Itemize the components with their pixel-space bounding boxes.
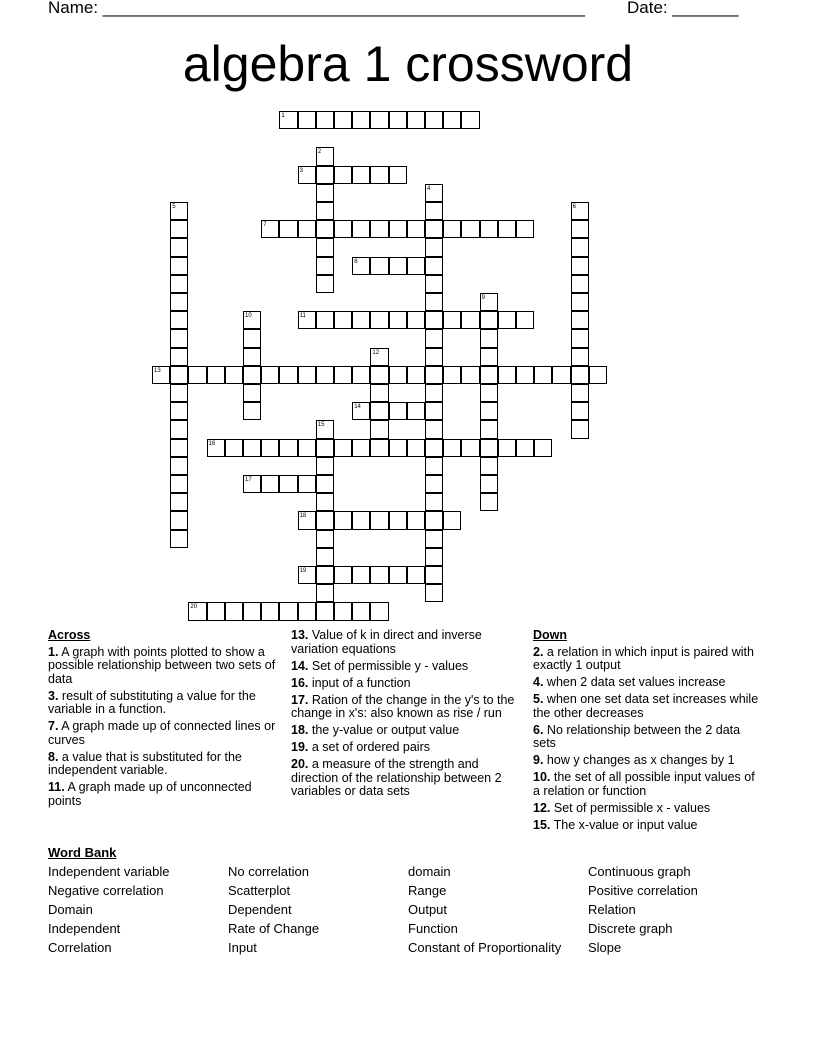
across-clues-col1 bbox=[48, 629, 276, 812]
grid-cell[interactable] bbox=[316, 238, 334, 256]
grid-cell[interactable] bbox=[170, 511, 188, 529]
grid-cell[interactable] bbox=[370, 220, 388, 238]
grid-cell[interactable] bbox=[334, 439, 352, 457]
grid-cell[interactable] bbox=[316, 111, 334, 129]
grid-cell[interactable] bbox=[352, 220, 370, 238]
grid-cell[interactable] bbox=[170, 366, 188, 384]
clue-number: 8 bbox=[354, 258, 358, 265]
grid-cell[interactable] bbox=[352, 439, 370, 457]
across-clue: 18. the y-value or output value bbox=[291, 723, 460, 737]
grid-cell[interactable] bbox=[571, 348, 589, 366]
clue-number: 3 bbox=[299, 167, 303, 174]
grid-cell[interactable] bbox=[389, 111, 407, 129]
grid-cell[interactable] bbox=[534, 439, 552, 457]
grid-cell[interactable] bbox=[316, 602, 334, 620]
word-bank-item: Dependent bbox=[228, 902, 292, 917]
grid-cell[interactable] bbox=[516, 220, 534, 238]
grid-cell[interactable] bbox=[279, 220, 297, 238]
grid-cell[interactable] bbox=[516, 439, 534, 457]
grid-cell[interactable] bbox=[207, 439, 225, 457]
grid-cell[interactable] bbox=[480, 493, 498, 511]
grid-cell[interactable] bbox=[316, 511, 334, 529]
grid-cell[interactable] bbox=[425, 384, 443, 402]
clue-number: 15 bbox=[317, 422, 325, 429]
across-clue: 16. input of a function bbox=[291, 675, 411, 690]
word-bank-item: Independent variable bbox=[48, 864, 170, 879]
word-bank-item: Relation bbox=[588, 902, 636, 917]
grid-cell[interactable] bbox=[480, 311, 498, 329]
grid-cell[interactable] bbox=[443, 511, 461, 529]
grid-cell[interactable] bbox=[498, 220, 516, 238]
grid-cell[interactable] bbox=[170, 475, 188, 493]
grid-cell[interactable] bbox=[425, 530, 443, 548]
grid-cell[interactable] bbox=[261, 220, 279, 238]
grid-cell[interactable] bbox=[316, 366, 334, 384]
grid-cell[interactable] bbox=[170, 420, 188, 438]
grid-cell[interactable] bbox=[571, 420, 589, 438]
grid-cell[interactable] bbox=[370, 366, 388, 384]
grid-cell[interactable] bbox=[571, 275, 589, 293]
grid-cell[interactable] bbox=[425, 111, 443, 129]
grid-cell[interactable] bbox=[461, 111, 479, 129]
grid-cell[interactable] bbox=[170, 402, 188, 420]
word-bank-item: Positive correlation bbox=[588, 883, 698, 898]
grid-cell[interactable] bbox=[443, 439, 461, 457]
grid-cell[interactable] bbox=[480, 366, 498, 384]
grid-cell[interactable] bbox=[298, 366, 316, 384]
grid-cell[interactable] bbox=[571, 293, 589, 311]
clue-number: 9 bbox=[481, 295, 485, 301]
grid-cell[interactable] bbox=[425, 348, 443, 366]
word-bank-item: domain bbox=[408, 864, 451, 879]
grid-cell[interactable] bbox=[170, 293, 188, 311]
grid-cell[interactable] bbox=[425, 184, 443, 202]
clue-number: 13 bbox=[154, 367, 161, 374]
clue-number: 18 bbox=[299, 513, 307, 520]
grid-cell[interactable] bbox=[516, 366, 534, 384]
grid-cell[interactable] bbox=[298, 475, 316, 493]
grid-cell[interactable] bbox=[480, 329, 498, 347]
across-clue: 20. a measure of the strength and direction of the relationship between 2 variables or data sets bbox=[291, 757, 502, 798]
grid-cell[interactable] bbox=[389, 366, 407, 384]
grid-cell[interactable] bbox=[407, 511, 425, 529]
grid-cell[interactable] bbox=[316, 184, 334, 202]
grid-cell[interactable] bbox=[225, 439, 243, 457]
grid-cell[interactable] bbox=[480, 475, 498, 493]
down-clue: 12. Set of permissible x - values bbox=[533, 800, 711, 815]
grid-cell[interactable] bbox=[279, 602, 297, 620]
grid-cell[interactable] bbox=[480, 439, 498, 457]
grid-cell[interactable] bbox=[316, 220, 334, 238]
down-clue: 4. when 2 data set values increase bbox=[533, 675, 726, 689]
grid-cell[interactable] bbox=[389, 511, 407, 529]
word-bank-item: Scatterplot bbox=[228, 883, 291, 898]
word-bank-item: Rate of Change bbox=[228, 921, 320, 936]
clue-number: 6 bbox=[572, 204, 576, 210]
grid-cell[interactable] bbox=[316, 584, 334, 602]
across-clues-col2 bbox=[291, 629, 523, 802]
grid-cell[interactable] bbox=[425, 329, 443, 347]
page-title: algebra 1 crossword bbox=[182, 36, 634, 92]
grid-cell[interactable] bbox=[352, 366, 370, 384]
across-heading: Across bbox=[48, 628, 91, 642]
clue-number: 1 bbox=[281, 113, 285, 119]
grid-cell[interactable] bbox=[152, 366, 170, 384]
across-clue: 3. result of substituting a value for the variable in a function. bbox=[48, 688, 256, 716]
grid-cell[interactable] bbox=[425, 293, 443, 311]
grid-cell[interactable] bbox=[407, 439, 425, 457]
across-clue: 13. Value of k in direct and inverse variation equations bbox=[291, 628, 482, 656]
grid-cell[interactable] bbox=[170, 439, 188, 457]
grid-cell[interactable] bbox=[334, 511, 352, 529]
grid-cell[interactable] bbox=[170, 257, 188, 275]
across-clue: 1. A graph with points plotted to show a possible relationship between two sets of data bbox=[48, 644, 276, 686]
grid-cell[interactable] bbox=[516, 311, 534, 329]
grid-cell[interactable] bbox=[334, 220, 352, 238]
word-bank-item: Domain bbox=[48, 902, 93, 917]
grid-cell[interactable] bbox=[261, 439, 279, 457]
grid-cell[interactable] bbox=[316, 493, 334, 511]
word-bank-heading: Word Bank bbox=[48, 845, 117, 860]
word-bank-item: Continuous graph bbox=[588, 864, 691, 879]
down-clues bbox=[533, 629, 765, 836]
clue-number: 2 bbox=[317, 149, 322, 156]
grid-cell[interactable] bbox=[425, 275, 443, 293]
grid-cell[interactable] bbox=[370, 311, 388, 329]
across-clue: 11. A graph made up of unconnected points bbox=[48, 780, 252, 808]
grid-cell[interactable] bbox=[370, 384, 388, 402]
grid-cell[interactable] bbox=[316, 457, 334, 475]
word-bank-item: Discrete graph bbox=[588, 921, 673, 936]
grid-cell[interactable] bbox=[443, 366, 461, 384]
grid-cell[interactable] bbox=[243, 366, 261, 384]
grid-cell[interactable] bbox=[389, 220, 407, 238]
grid-cell[interactable] bbox=[407, 366, 425, 384]
grid-cell[interactable] bbox=[389, 566, 407, 584]
grid-cell[interactable] bbox=[425, 493, 443, 511]
down-clue: 9. how y changes as x changes by 1 bbox=[533, 753, 735, 767]
grid-cell[interactable] bbox=[370, 257, 388, 275]
grid-cell[interactable] bbox=[334, 566, 352, 584]
grid-cell[interactable] bbox=[352, 311, 370, 329]
grid-cell[interactable] bbox=[389, 311, 407, 329]
grid-cell[interactable] bbox=[498, 366, 516, 384]
grid-cell[interactable] bbox=[498, 439, 516, 457]
name-field[interactable]: Name: ___________________________________________________ bbox=[48, 0, 585, 17]
down-clue: 2. a relation in which input is paired with exactly 1 output bbox=[533, 644, 754, 672]
word-bank bbox=[48, 845, 768, 956]
grid-cell[interactable] bbox=[170, 384, 188, 402]
grid-cell[interactable] bbox=[480, 457, 498, 475]
grid-cell[interactable] bbox=[425, 402, 443, 420]
grid-cell[interactable] bbox=[170, 457, 188, 475]
down-clue: 6. No relationship between the 2 data sets bbox=[533, 722, 741, 750]
clue-number: 10 bbox=[245, 313, 252, 320]
grid-cell[interactable] bbox=[170, 493, 188, 511]
clue-number: 4 bbox=[427, 185, 431, 192]
grid-cell[interactable] bbox=[571, 311, 589, 329]
grid-cell[interactable] bbox=[334, 366, 352, 384]
across-clue: 7. A graph made up of connected lines or curves bbox=[48, 719, 276, 747]
grid-cell[interactable] bbox=[261, 475, 279, 493]
grid-cell[interactable] bbox=[480, 293, 498, 311]
grid-cell[interactable] bbox=[352, 257, 370, 275]
grid-cell[interactable] bbox=[207, 366, 225, 384]
across-clue: 19. a set of ordered pairs bbox=[291, 740, 430, 754]
grid-cell[interactable] bbox=[534, 366, 552, 384]
grid-cell[interactable] bbox=[316, 311, 334, 329]
date-field[interactable]: Date: _______ bbox=[627, 0, 739, 17]
down-clue: 10. the set of all possible input values of a relation or function bbox=[533, 770, 755, 798]
grid-cell[interactable] bbox=[443, 111, 461, 129]
grid-cell[interactable] bbox=[443, 311, 461, 329]
grid-cell[interactable] bbox=[261, 602, 279, 620]
grid-cell[interactable] bbox=[316, 166, 334, 184]
grid-cell[interactable] bbox=[352, 602, 370, 620]
across-clue: 14. Set of permissible y - values bbox=[291, 658, 469, 673]
grid-cell[interactable] bbox=[425, 439, 443, 457]
grid-cell[interactable] bbox=[352, 402, 370, 420]
grid-cell[interactable] bbox=[370, 602, 388, 620]
grid-cell[interactable] bbox=[425, 584, 443, 602]
across-clue: 8. a value that is substituted for the independent variable. bbox=[48, 749, 242, 777]
grid-cell[interactable] bbox=[352, 511, 370, 529]
grid-cell[interactable] bbox=[389, 439, 407, 457]
grid-cell[interactable] bbox=[170, 329, 188, 347]
grid-cell[interactable] bbox=[298, 111, 316, 129]
grid-cell[interactable] bbox=[298, 439, 316, 457]
grid-cell[interactable] bbox=[316, 420, 334, 438]
grid-cell[interactable] bbox=[370, 402, 388, 420]
grid-cell[interactable] bbox=[552, 366, 570, 384]
grid-cell[interactable] bbox=[243, 384, 261, 402]
grid-cell[interactable] bbox=[225, 602, 243, 620]
grid-cell[interactable] bbox=[225, 366, 243, 384]
grid-cell[interactable] bbox=[407, 311, 425, 329]
clue-number: 17 bbox=[245, 477, 252, 483]
grid-cell[interactable] bbox=[370, 511, 388, 529]
grid-cell[interactable] bbox=[407, 402, 425, 420]
grid-cell[interactable] bbox=[243, 402, 261, 420]
grid-cell[interactable] bbox=[425, 257, 443, 275]
grid-cell[interactable] bbox=[279, 366, 297, 384]
grid-cell[interactable] bbox=[425, 311, 443, 329]
grid-cell[interactable] bbox=[334, 111, 352, 129]
grid-cell[interactable] bbox=[389, 257, 407, 275]
clue-number: 7 bbox=[263, 222, 267, 229]
grid-cell[interactable] bbox=[316, 566, 334, 584]
grid-cell[interactable] bbox=[316, 275, 334, 293]
clue-number: 19 bbox=[299, 568, 307, 574]
grid-cell[interactable] bbox=[316, 257, 334, 275]
clue-number: 11 bbox=[299, 313, 306, 320]
grid-cell[interactable] bbox=[243, 348, 261, 366]
grid-cell[interactable] bbox=[480, 348, 498, 366]
grid-cell[interactable] bbox=[316, 147, 334, 165]
word-bank-item: Independent bbox=[48, 921, 121, 936]
grid-cell[interactable] bbox=[425, 366, 443, 384]
grid-cell[interactable] bbox=[316, 439, 334, 457]
clue-number: 20 bbox=[190, 604, 198, 611]
grid-cell[interactable] bbox=[243, 311, 261, 329]
grid-cell[interactable] bbox=[425, 475, 443, 493]
grid-cell[interactable] bbox=[279, 475, 297, 493]
grid-cell[interactable] bbox=[352, 111, 370, 129]
grid-cell[interactable] bbox=[170, 311, 188, 329]
grid-cell[interactable] bbox=[298, 511, 316, 529]
grid-cell[interactable] bbox=[370, 348, 388, 366]
grid-cell[interactable] bbox=[316, 202, 334, 220]
grid-cell[interactable] bbox=[480, 402, 498, 420]
grid-cell[interactable] bbox=[279, 439, 297, 457]
grid-cell[interactable] bbox=[170, 202, 188, 220]
grid-cell[interactable] bbox=[443, 220, 461, 238]
grid-cell[interactable] bbox=[298, 566, 316, 584]
grid-cell[interactable] bbox=[334, 602, 352, 620]
grid-cell[interactable] bbox=[407, 566, 425, 584]
grid-cell[interactable] bbox=[571, 238, 589, 256]
grid-cell[interactable] bbox=[352, 566, 370, 584]
grid-cell[interactable] bbox=[425, 548, 443, 566]
grid-cell[interactable] bbox=[389, 402, 407, 420]
grid-cell[interactable] bbox=[407, 257, 425, 275]
grid-cell[interactable] bbox=[370, 439, 388, 457]
word-bank-item: No correlation bbox=[228, 864, 309, 879]
grid-cell[interactable] bbox=[170, 220, 188, 238]
grid-cell[interactable] bbox=[425, 511, 443, 529]
grid-cell[interactable] bbox=[571, 329, 589, 347]
grid-cell[interactable] bbox=[298, 602, 316, 620]
down-clue: 5. when one set data set increases while the other decreases bbox=[533, 692, 759, 720]
word-bank-item: Correlation bbox=[48, 940, 112, 955]
grid-cell[interactable] bbox=[571, 402, 589, 420]
grid-cell[interactable] bbox=[243, 439, 261, 457]
word-bank-item: Function bbox=[408, 921, 458, 936]
word-bank-item: Range bbox=[408, 883, 447, 898]
grid-cell[interactable] bbox=[425, 220, 443, 238]
grid-cell[interactable] bbox=[316, 530, 334, 548]
grid-cell[interactable] bbox=[298, 220, 316, 238]
grid-cell[interactable] bbox=[461, 311, 479, 329]
grid-cell[interactable] bbox=[243, 329, 261, 347]
grid-cell[interactable] bbox=[461, 439, 479, 457]
grid-cell[interactable] bbox=[370, 566, 388, 584]
word-bank-item: Input bbox=[228, 940, 257, 955]
across-clue: 17. Ration of the change in the y's to the change in x's: also known as rise / run bbox=[291, 692, 515, 720]
down-clue: 15. The x-value or input value bbox=[533, 817, 698, 832]
grid-cell[interactable] bbox=[316, 475, 334, 493]
grid-cell[interactable] bbox=[170, 238, 188, 256]
grid-cell[interactable] bbox=[207, 602, 225, 620]
grid-cell[interactable] bbox=[316, 548, 334, 566]
grid-cell[interactable] bbox=[425, 457, 443, 475]
grid-cell[interactable] bbox=[480, 384, 498, 402]
clue-number: 14 bbox=[354, 404, 361, 411]
grid-cell[interactable] bbox=[571, 220, 589, 238]
clue-number: 5 bbox=[172, 204, 176, 210]
grid-cell[interactable] bbox=[334, 166, 352, 184]
grid-cell[interactable] bbox=[461, 220, 479, 238]
grid-cell[interactable] bbox=[334, 311, 352, 329]
grid-cell[interactable] bbox=[389, 166, 407, 184]
grid-cell[interactable] bbox=[480, 420, 498, 438]
grid-cell[interactable] bbox=[370, 111, 388, 129]
grid-cell[interactable] bbox=[480, 220, 498, 238]
grid-cell[interactable] bbox=[370, 166, 388, 184]
word-bank-item: Negative correlation bbox=[48, 883, 164, 898]
grid-cell[interactable] bbox=[425, 202, 443, 220]
grid-cell[interactable] bbox=[261, 366, 279, 384]
grid-cell[interactable] bbox=[461, 366, 479, 384]
grid-cell[interactable] bbox=[425, 420, 443, 438]
grid-cell[interactable] bbox=[170, 275, 188, 293]
grid-cell[interactable] bbox=[352, 166, 370, 184]
grid-cell[interactable] bbox=[425, 566, 443, 584]
grid-cell[interactable] bbox=[571, 257, 589, 275]
word-bank-item: Slope bbox=[588, 940, 622, 955]
grid-cell[interactable] bbox=[243, 602, 261, 620]
grid-cell[interactable] bbox=[571, 366, 589, 384]
grid-cell[interactable] bbox=[425, 238, 443, 256]
grid-cell[interactable] bbox=[170, 530, 188, 548]
grid-cell[interactable] bbox=[170, 348, 188, 366]
grid-cell[interactable] bbox=[407, 111, 425, 129]
grid-cell[interactable] bbox=[298, 311, 316, 329]
grid-cell[interactable] bbox=[243, 475, 261, 493]
grid-cell[interactable] bbox=[298, 166, 316, 184]
clue-number: 12 bbox=[372, 349, 380, 356]
grid-cell[interactable] bbox=[571, 384, 589, 402]
grid-cell[interactable] bbox=[571, 202, 589, 220]
grid-cell[interactable] bbox=[188, 366, 206, 384]
down-heading: Down bbox=[533, 628, 568, 642]
word-bank-item: Output bbox=[408, 902, 448, 917]
clue-number: 16 bbox=[208, 440, 216, 447]
grid-cell[interactable] bbox=[498, 311, 516, 329]
grid-cell[interactable] bbox=[370, 420, 388, 438]
grid-cell[interactable] bbox=[279, 111, 297, 129]
grid-cell[interactable] bbox=[188, 602, 206, 620]
word-bank-item: Constant of Proportionality bbox=[408, 940, 562, 955]
grid-cell[interactable] bbox=[589, 366, 607, 384]
grid-cell[interactable] bbox=[407, 220, 425, 238]
